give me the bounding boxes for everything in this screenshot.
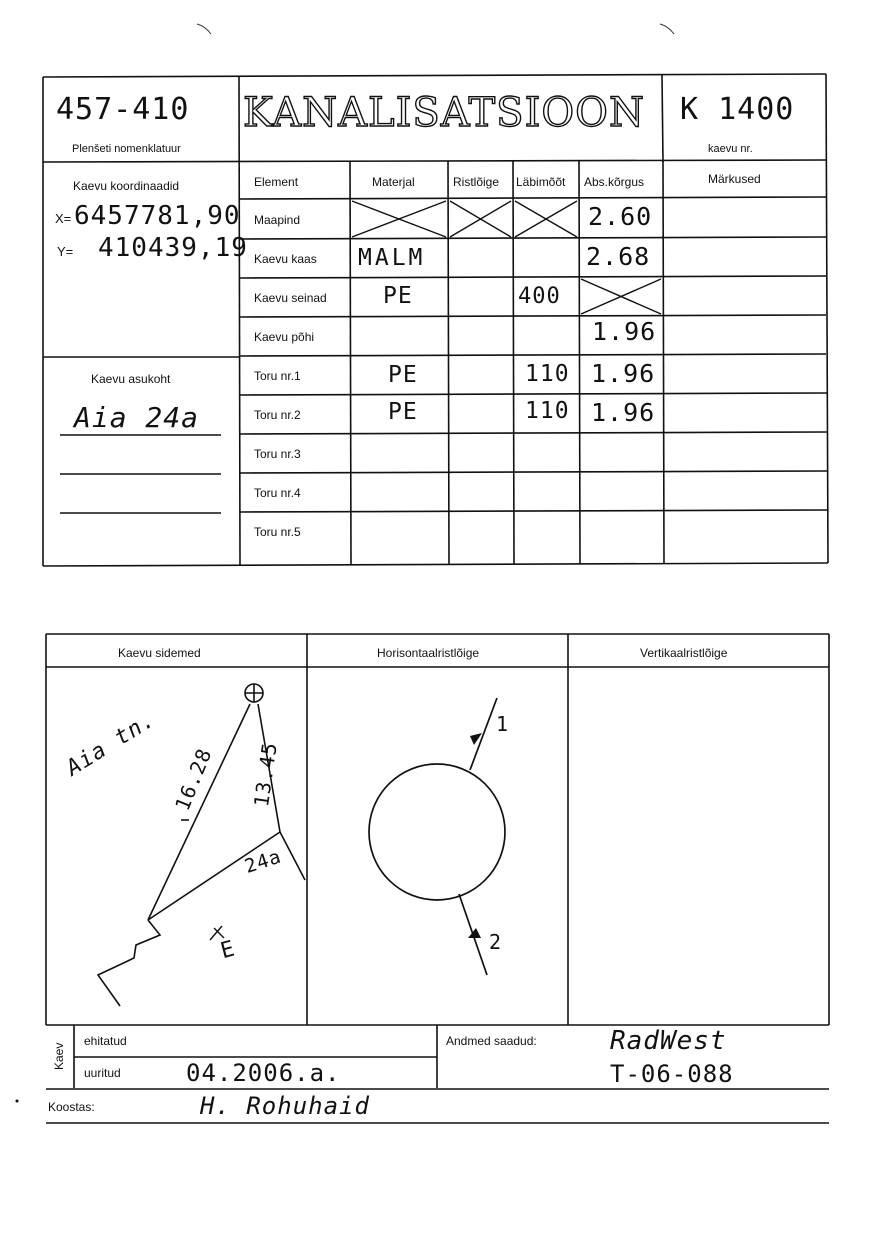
- cell-abs-korgus: 1.96: [591, 398, 656, 427]
- row-element: Toru nr.5: [254, 525, 301, 539]
- data-source-value: RadWest: [610, 1026, 727, 1056]
- col-header-labimoot: Läbimõõt: [516, 175, 566, 189]
- vertical-label-kaev: Kaev: [52, 1042, 66, 1070]
- well-number-label: kaevu nr.: [708, 143, 753, 155]
- y-coordinate-value: 410439,19: [98, 233, 248, 263]
- cell-materjal: MALM: [358, 245, 426, 271]
- well-circle: [369, 764, 505, 900]
- row-element: Toru nr.4: [254, 486, 301, 500]
- cell-materjal: PE: [383, 283, 413, 309]
- col-header-element: Element: [254, 175, 299, 189]
- row-element: Maapind: [254, 213, 301, 227]
- y-prefix: Y=: [57, 244, 74, 259]
- row-element: Kaevu seinad: [254, 291, 327, 305]
- street-label: Aia tn.: [62, 707, 160, 782]
- cell-materjal: PE: [388, 362, 418, 388]
- x-prefix: X=: [55, 211, 72, 226]
- surveyed-value: 04.2006.a.: [186, 1059, 341, 1087]
- built-label: ehitatud: [84, 1034, 127, 1048]
- col-header-ristloige: Ristlõige: [453, 175, 500, 189]
- cell-labimoot: 400: [518, 284, 561, 309]
- plan-nomenclature-label: Plenšeti nomenklatuur: [72, 143, 181, 155]
- col-header-abs-korgus: Abs.kõrgus: [584, 175, 645, 189]
- building-number-label: 24a: [242, 845, 285, 878]
- row-element: Kaevu kaas: [254, 252, 317, 266]
- cell-abs-korgus: 2.60: [588, 202, 653, 231]
- col-header-materjal: Materjal: [372, 175, 415, 189]
- compiled-value: H. Rohuhaid: [200, 1092, 370, 1120]
- cell-labimoot: 110: [525, 398, 570, 424]
- compiled-label: Koostas:: [48, 1100, 95, 1114]
- pipe-1-line: [470, 698, 497, 770]
- coordinates-label: Kaevu koordinaadid: [73, 179, 180, 193]
- distance-label-1: 16.28: [170, 744, 217, 814]
- pipe-2-arrow-icon: [468, 928, 481, 938]
- row-element: Kaevu põhi: [254, 330, 315, 344]
- surveyed-label: uuritud: [84, 1066, 121, 1080]
- form-title: KANALISATSIOON: [243, 90, 645, 136]
- distance-label-2: 13.45: [249, 740, 282, 809]
- pipe-1-label: 1: [496, 712, 510, 736]
- data-source-code: T-06-088: [610, 1060, 734, 1088]
- pipe-2-label: 2: [489, 930, 503, 954]
- cell-labimoot: 110: [525, 361, 570, 387]
- well-number-value: K 1400: [680, 92, 795, 127]
- location-label: Kaevu asukoht: [91, 372, 171, 386]
- x-coordinate-value: 6457781,90: [74, 201, 241, 231]
- panel-title-well-links: Kaevu sidemed: [118, 646, 201, 660]
- data-source-label: Andmed saadud:: [446, 1034, 537, 1048]
- location-value: Aia 24a: [74, 401, 200, 434]
- building-type-label: E: [218, 936, 239, 965]
- panel-title-horizontal-section: Horisontaalristlõige: [377, 646, 480, 660]
- plan-nomenclature-value: 457-410: [56, 92, 190, 127]
- cell-abs-korgus: 2.68: [586, 242, 651, 271]
- row-element: Toru nr.2: [254, 408, 301, 422]
- cell-abs-korgus: 1.96: [591, 359, 656, 388]
- panel-title-vertical-section: Vertikaalristlõige: [640, 646, 728, 660]
- row-element: Toru nr.3: [254, 447, 301, 461]
- cell-materjal: PE: [388, 399, 418, 425]
- cell-abs-korgus: 1.96: [592, 317, 657, 346]
- col-header-markused: Märkused: [708, 172, 761, 186]
- row-element: Toru nr.1: [254, 369, 301, 383]
